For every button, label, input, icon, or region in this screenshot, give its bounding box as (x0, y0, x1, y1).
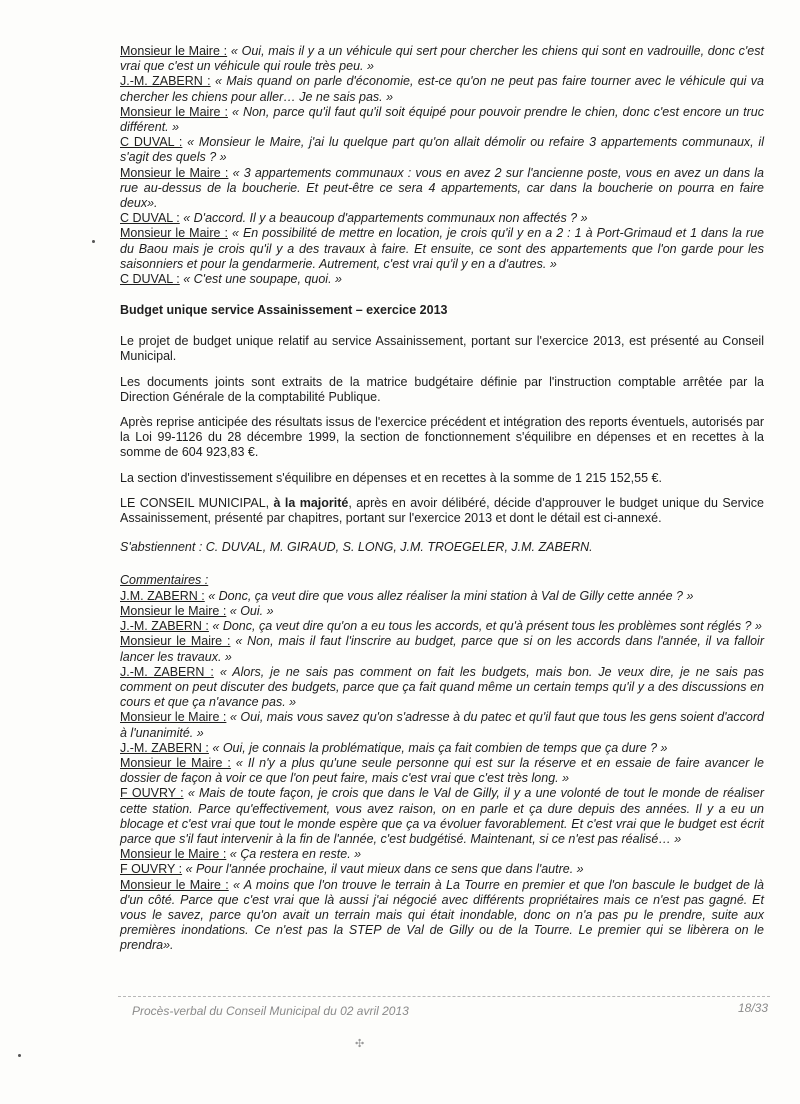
footer-title: Procès-verbal du Conseil Municipal du 02 avril 2013 (132, 1004, 409, 1018)
speaker: J.-M. ZABERN : (120, 740, 209, 755)
speaker: J.M. ZABERN : (120, 588, 205, 603)
dialogue-line (120, 604, 764, 619)
speaker: C DUVAL : (120, 135, 183, 150)
dialogue-line (120, 619, 764, 634)
dialogue-line (120, 105, 764, 135)
speech: « Mais de toute façon, je crois que dans le Val de Gilly, il y a une volonté de tout le monde de réaliser cette station. Parce qu'effectivement, vous avez raison, on en parle et ça dure depuis des années. Il y a eu un blocage et c'est vrai que tout le monde espère que ça va évoluer favorablement. Et c'est vrai que le budget est écrit parce que s'il faut intervenir à la fin de l'année, c'est budgétisé. Maintenant, si ce n'est pas réalisé… » (120, 786, 764, 846)
speaker: J.-M. ZABERN : (120, 619, 209, 634)
speaker: F OUVRY : (120, 786, 184, 801)
speech: « Oui, je connais la problématique, mais ça fait combien de temps que ça dure ? » (212, 740, 668, 755)
intro-dialogue (120, 44, 764, 287)
dialogue-line (120, 589, 764, 604)
speaker: Monsieur le Maire : (120, 847, 227, 862)
paragraph-project: Le projet de budget unique relatif au service Assainissement, portant sur l'exercice 2013, est présenté au Conseil Municipal. (120, 334, 764, 364)
speech: « C'est une soupape, quoi. » (183, 272, 342, 287)
speech: « Alors, je ne sais pas comment on fait les budgets, mais bon. Je veux dire, je ne sais pas comment on peut discuter des budgets, parce que ça fait quand même un certain temps qu'il y a des discussions en cours et que ça n'avance pas. » (120, 664, 764, 710)
speech: « Pour l'année prochaine, il vaut mieux dans ce sens que dans l'autre. » (185, 862, 584, 877)
dialogue-line (120, 665, 764, 711)
dialogue-line (120, 135, 764, 165)
dialogue-line (120, 211, 764, 226)
dialogue-line (120, 847, 764, 862)
speaker: Monsieur le Maire : (120, 104, 228, 119)
dialogue-line (120, 878, 764, 954)
speaker: Monsieur le Maire : (120, 44, 228, 58)
speaker: Monsieur le Maire : (120, 603, 227, 618)
speech: « Donc, ça veut dire que vous allez réaliser la mini station à Val de Gilly cette année ? » (208, 588, 694, 603)
speech: « Monsieur le Maire, j'ai lu quelque part qu'on allait démolir ou refaire 3 appartements communaux, il s'agit des quels ? » (120, 135, 764, 165)
speech: « 3 appartements communaux : vous en avez 2 sur l'ancienne poste, vous en avez un dans la rue au-dessus de la boucherie. Et peut-être ce sera 4 appartements, car dans la boucherie on pourra en faire deux». (120, 165, 764, 211)
decision-lead: LE CONSEIL MUNICIPAL, (120, 495, 274, 510)
speaker: C DUVAL : (120, 211, 180, 226)
speech: « D'accord. Il y a beaucoup d'appartements communaux non affectés ? » (183, 211, 588, 226)
speech: « Oui, mais il y a un véhicule qui sert pour chercher les chiens qui sont en vadrouille, donc c'est vrai que c'est un véhicule qui roule très peu. » (120, 44, 764, 74)
speech: « Oui. » (229, 603, 274, 618)
dialogue-line (120, 710, 764, 740)
comments-dialogue (120, 589, 764, 954)
paragraph-documents: Les documents joints sont extraits de la matrice budgétaire définie par l'instruction comptable arrêtée par la Direction Générale de la comptabilité Publique. (120, 374, 764, 404)
speech: « Ça restera en reste. » (229, 847, 362, 862)
speech: « Il n'y a plus qu'une seule personne qui est sur la réserve et en essaie de faire avancer le dossier de façon à voir ce que l'on peut faire, mais c'est vrai que c'est très long. » (120, 755, 764, 786)
speaker: J.-M. ZABERN : (120, 664, 214, 679)
dialogue-line (120, 44, 764, 74)
dialogue-line (120, 634, 764, 664)
scan-smudge-icon: ✣ (355, 1038, 365, 1050)
speaker: J.-M. ZABERN : (120, 74, 211, 89)
speech: « Donc, ça veut dire qu'on a eu tous les accords, et qu'à présent tous les problèmes sont réglés ? » (212, 619, 762, 634)
speech: « Mais quand on parle d'économie, est-ce qu'on ne peut pas faire tourner avec le véhicule qui va chercher les chiens pour aller… Je ne sais pas. » (120, 74, 764, 104)
scan-speck (18, 1054, 21, 1057)
dialogue-line (120, 272, 764, 287)
speaker: Monsieur le Maire : (120, 634, 231, 649)
speaker: Monsieur le Maire : (120, 226, 228, 241)
decision-majority: à la majorité (273, 495, 349, 510)
paragraph-fonctionnement: Après reprise anticipée des résultats issus de l'exercice précédent et intégration des reports éventuels, autorisés par la Loi 99-1126 du 28 décembre 1999, la section de fonctionnement s'équilibre en dépenses et en recettes à la somme de 604 923,83 €. (120, 415, 764, 460)
speaker: Monsieur le Maire : (120, 165, 229, 180)
speech: « En possibilité de mettre en location, je crois qu'il y en a 2 : 1 à Port-Grimaud et 1 dans la rue du Baou mais je crois qu'il y a des travaux à faire. Et ensuite, ce sont des appartements que l'on garde pour les saisonniers et pour la gendarmerie. Autrement, c'est vrai qu'il y en a d'autres. » (120, 226, 764, 271)
paragraph-decision (120, 496, 764, 526)
paragraph-investissement: La section d'investissement s'équilibre en dépenses et en recettes à la somme de 1 215 152,55 €. (120, 470, 662, 485)
speech: « Non, parce qu'il faut qu'il soit équipé pour pouvoir prendre le chien, donc c'est encore un truc différent. » (120, 104, 764, 135)
dialogue-line (120, 166, 764, 212)
page-number: 18/33 (737, 1001, 768, 1015)
speaker: Monsieur le Maire : (120, 755, 231, 770)
dialogue-line (120, 226, 764, 272)
speaker: Monsieur le Maire : (120, 877, 229, 892)
scan-speck (92, 240, 95, 243)
dialogue-line (120, 74, 764, 104)
speech: « A moins que l'on trouve le terrain à La Tourre en premier et que l'on bascule le budget de là d'un côté. Parce que c'est vrai que là aussi j'ai négocié avec différents propriétaires mais ce n'est pas gagné. Et vous le savez, parce qu'on avait un terrain mais qui était inondable, donc on n'a pas pu le prendre, suite aux premières inondations. Ce n'est pas la STEP de Val de Gilly ou de la Tourre. Le premier qui se libèrera on le prendra». (120, 877, 764, 953)
dialogue-line (120, 741, 764, 756)
dialogue-line (120, 862, 764, 877)
speech: « Oui, mais vous savez qu'on s'adresse à du patec et qu'il faut que tous les gens soient d'accord à l'unanimité. » (120, 710, 764, 740)
footer-divider (118, 996, 770, 1003)
section-title: Budget unique service Assainissement – exercice 2013 (120, 303, 448, 318)
decision-rest: , après en avoir délibéré, décide d'approuver le budget unique du Service Assainissement, présenté par chapitres, portant sur l'exercice 2013 et dont le détail est ci-annexé. (120, 495, 765, 526)
abstentions: S'abstiennent : C. DUVAL, M. GIRAUD, S. LONG, J.M. TROEGELER, J.M. ZABERN. (120, 540, 593, 555)
dialogue-line (120, 756, 764, 786)
comments-title: Commentaires : (120, 573, 209, 588)
speaker: F OUVRY : (120, 862, 183, 877)
document-body (120, 44, 764, 954)
speaker: C DUVAL : (120, 272, 180, 287)
dialogue-line (120, 786, 764, 847)
speaker: Monsieur le Maire : (120, 710, 227, 725)
speech: « Non, mais il faut l'inscrire au budget, parce que si on les accords dans l'année, il va falloir lancer les travaux. » (120, 634, 764, 664)
